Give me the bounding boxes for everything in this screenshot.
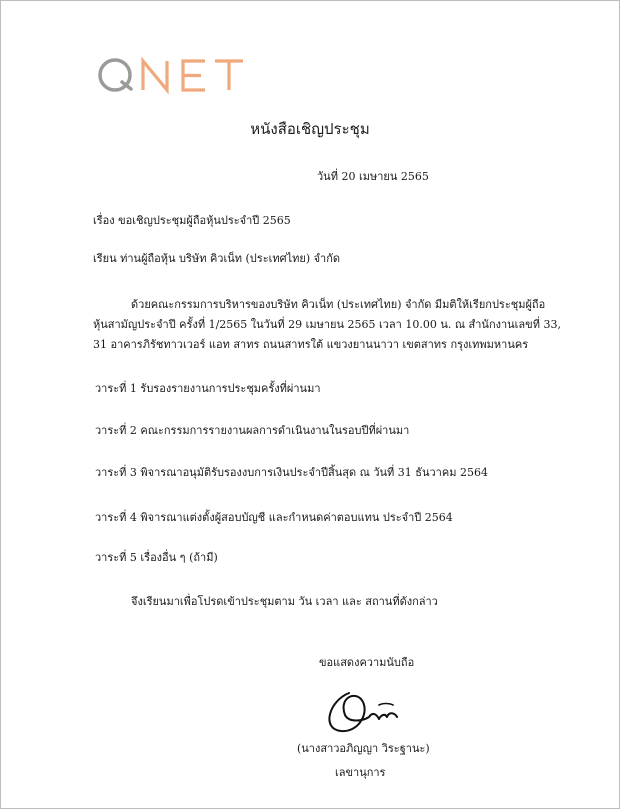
signature-image <box>319 681 409 741</box>
document-title: หนังสือเชิญประชุม <box>250 120 370 138</box>
recipient-line: เรียน ท่านผู้ถือหุ้น บริษัท คิวเน็ท (ประเทศไทย) จำกัด <box>93 252 341 265</box>
agenda-item-3: วาระที่ 3 พิจารณาอนุมัติรับรองงบการเงินประจำปีสิ้นสุด ณ วันที่ 31 ธันวาคม 2564 <box>95 466 488 479</box>
signer-name: (นางสาวอภิญญา วิระฐานะ) <box>297 742 430 755</box>
invitation-line: จึงเรียนมาเพื่อโปรดเข้าประชุมตาม วัน เวลา และ สถานที่ดังกล่าว <box>131 595 438 608</box>
agenda-item-4: วาระที่ 4 พิจารณาแต่งตั้งผู้สอบบัญชี และกำหนดค่าตอบแทน ประจำปี 2564 <box>95 511 453 524</box>
body-line-1: ด้วยคณะกรรมการบริหารของบริษัท คิวเน็ท (ประเทศไทย) จำกัด มีมติให้เรียกประชุมผู้ถือ <box>131 298 546 311</box>
letter-date: วันที่ 20 เมษายน 2565 <box>317 170 429 183</box>
qnet-logo <box>95 55 265 95</box>
agenda-item-2: วาระที่ 2 คณะกรรมการรายงานผลการดำเนินงานในรอบปีที่ผ่านมา <box>95 424 410 437</box>
closing-regards: ขอแสดงความนับถือ <box>319 656 415 669</box>
agenda-item-1: วาระที่ 1 รับรองรายงานการประชุมครั้งที่ผ่านมา <box>95 382 321 395</box>
agenda-item-5: วาระที่ 5 เรื่องอื่น ๆ (ถ้ามี) <box>95 551 218 564</box>
subject-line: เรื่อง ขอเชิญประชุมผู้ถือหุ้นประจำปี 2565 <box>93 214 291 227</box>
body-line-3: 31 อาคารภิรัชทาวเวอร์ แอท สาทร ถนนสาทรใต้ แขวงยานนาวา เขตสาทร กรุงเทพมหานคร <box>93 338 529 351</box>
signer-title: เลขานุการ <box>335 766 386 779</box>
body-line-2: หุ้นสามัญประจำปี ครั้งที่ 1/2565 ในวันที่ 29 เมษายน 2565 เวลา 10.00 น. ณ สำนักงานเลขที่ 33, <box>93 318 561 331</box>
